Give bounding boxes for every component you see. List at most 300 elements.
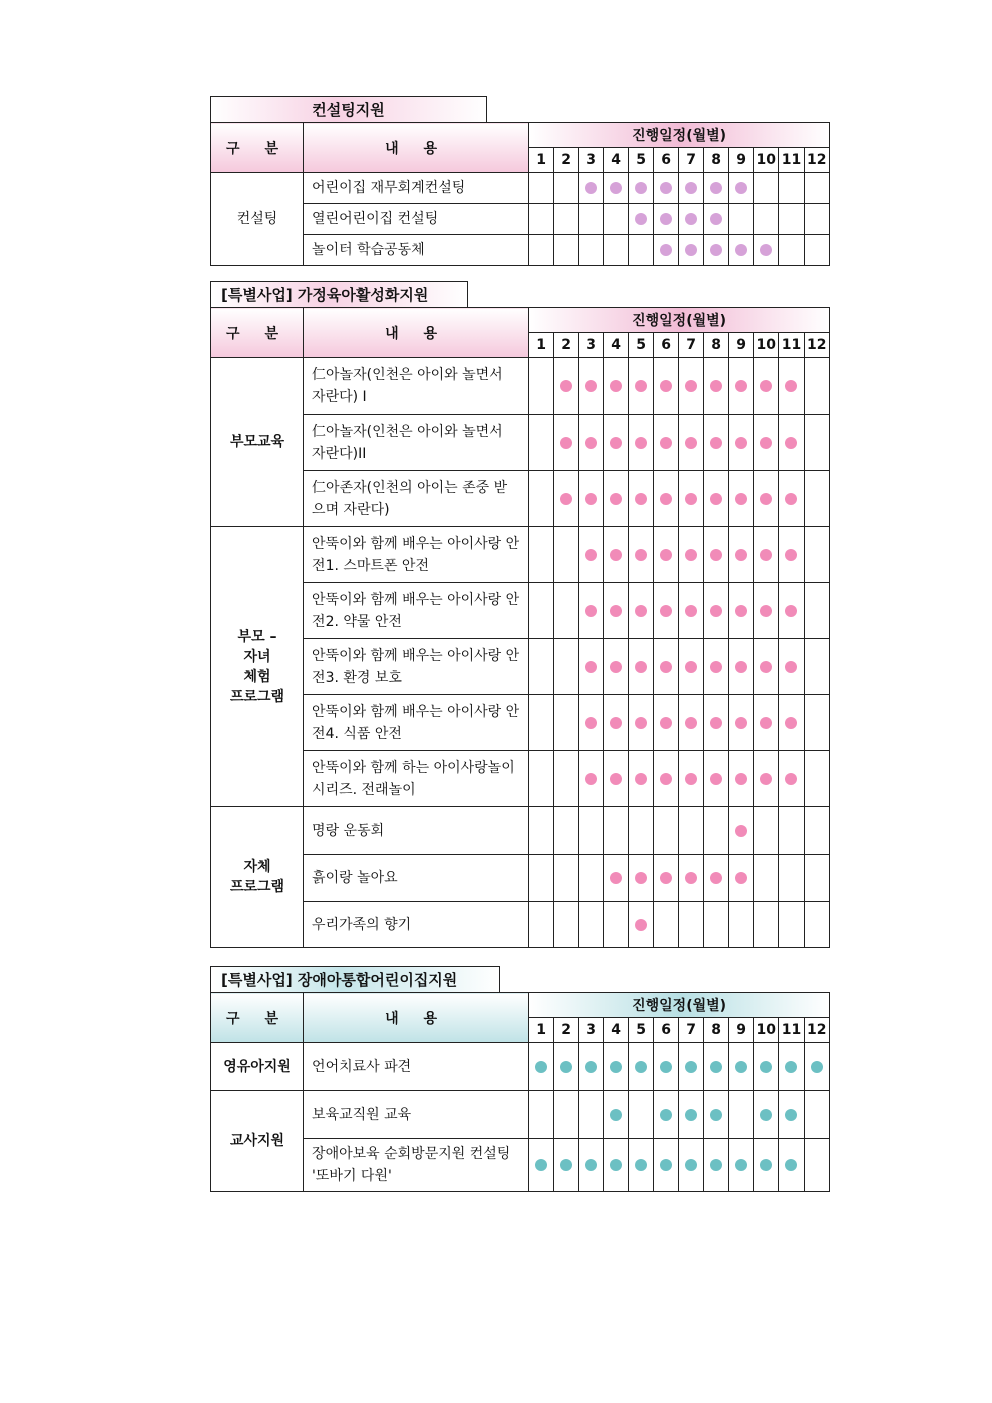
month-cell — [579, 1139, 604, 1192]
schedule-dot — [685, 182, 697, 194]
table-row — [211, 1091, 830, 1139]
schedule-dot — [535, 1061, 547, 1073]
month-cell — [779, 583, 804, 639]
schedule-dot — [660, 1061, 672, 1073]
schedule-dot — [710, 213, 722, 225]
month-cell — [604, 235, 629, 266]
month-cell — [704, 527, 729, 583]
month-cell — [604, 471, 629, 527]
month-cell — [679, 527, 704, 583]
month-cell — [604, 527, 629, 583]
schedule-dot — [560, 1159, 572, 1171]
table-row — [211, 358, 830, 415]
month-cell — [629, 415, 654, 471]
month-number: 4 — [604, 333, 629, 358]
month-cell — [754, 358, 779, 415]
schedule-dot — [710, 244, 722, 256]
month-cell — [604, 902, 629, 948]
schedule-dot — [660, 773, 672, 785]
month-cell — [629, 902, 654, 948]
section-home-parenting — [210, 281, 830, 948]
month-cell — [704, 235, 729, 266]
schedule-dot — [760, 549, 772, 561]
header-content: 내 용 — [304, 308, 529, 358]
month-cell — [779, 173, 804, 204]
month-number: 9 — [729, 1018, 754, 1043]
schedule-dot — [735, 825, 747, 837]
schedule-dot — [585, 717, 597, 729]
schedule-table — [210, 122, 830, 266]
schedule-dot — [685, 1159, 697, 1171]
month-cell — [529, 204, 554, 235]
header-schedule: 진행일정(월별) — [529, 308, 830, 333]
month-number: 6 — [654, 148, 679, 173]
month-cell — [754, 173, 779, 204]
month-cell — [679, 1091, 704, 1139]
schedule-dot — [560, 493, 572, 505]
month-cell — [679, 1043, 704, 1091]
month-cell — [654, 695, 679, 751]
month-number: 11 — [779, 333, 804, 358]
month-cell — [554, 751, 579, 807]
month-cell — [729, 204, 754, 235]
schedule-dot — [585, 605, 597, 617]
month-cell — [679, 855, 704, 902]
month-cell — [629, 807, 654, 855]
month-cell — [654, 902, 679, 948]
schedule-dot — [710, 1109, 722, 1121]
month-cell — [629, 1091, 654, 1139]
header-schedule: 진행일정(월별) — [529, 123, 830, 148]
section-title: 컨설팅지원 — [210, 96, 487, 122]
month-cell — [679, 639, 704, 695]
schedule-table — [210, 992, 830, 1192]
month-cell — [729, 358, 754, 415]
schedule-dot — [760, 1159, 772, 1171]
month-cell — [529, 358, 554, 415]
table-row — [211, 527, 830, 583]
schedule-dot — [735, 549, 747, 561]
month-cell — [604, 1043, 629, 1091]
month-cell — [754, 583, 779, 639]
schedule-dot — [735, 182, 747, 194]
month-cell — [779, 358, 804, 415]
schedule-dot — [585, 380, 597, 392]
month-cell — [729, 855, 754, 902]
month-number: 12 — [804, 1018, 829, 1043]
month-number: 7 — [679, 1018, 704, 1043]
month-cell — [729, 1139, 754, 1192]
table-row — [211, 751, 830, 807]
month-cell — [579, 358, 604, 415]
schedule-dot — [610, 549, 622, 561]
schedule-dot — [660, 661, 672, 673]
month-cell — [654, 527, 679, 583]
month-cell — [679, 358, 704, 415]
schedule-dot — [610, 1109, 622, 1121]
schedule-dot — [760, 244, 772, 256]
schedule-dot — [685, 437, 697, 449]
table-row — [211, 235, 830, 266]
month-cell — [779, 1043, 804, 1091]
content-cell: 안뚝이와 함께 배우는 아이사랑 안전2. 약물 안전 — [304, 583, 529, 639]
schedule-dot — [685, 549, 697, 561]
schedule-dot — [735, 717, 747, 729]
schedule-dot — [585, 549, 597, 561]
month-cell — [804, 204, 829, 235]
schedule-dot — [610, 661, 622, 673]
month-cell — [704, 1139, 729, 1192]
month-cell — [679, 235, 704, 266]
month-cell — [779, 751, 804, 807]
schedule-dot — [610, 1159, 622, 1171]
month-cell — [729, 583, 754, 639]
month-cell — [704, 751, 729, 807]
schedule-dot — [735, 1159, 747, 1171]
schedule-dot — [660, 380, 672, 392]
month-number: 1 — [529, 333, 554, 358]
month-cell — [779, 235, 804, 266]
schedule-dot — [585, 493, 597, 505]
month-cell — [804, 1139, 829, 1192]
month-cell — [754, 639, 779, 695]
month-number: 3 — [579, 333, 604, 358]
month-cell — [554, 583, 579, 639]
section-title: [특별사업] 가정육아활성화지원 — [210, 281, 468, 307]
month-cell — [554, 527, 579, 583]
month-number: 10 — [754, 148, 779, 173]
schedule-dot — [560, 1061, 572, 1073]
schedule-dot — [635, 182, 647, 194]
month-cell — [604, 204, 629, 235]
content-cell: 仁아놀자(인천은 아이와 놀면서 자란다) I — [304, 358, 529, 415]
table-row — [211, 639, 830, 695]
month-number: 8 — [704, 333, 729, 358]
month-number: 11 — [779, 1018, 804, 1043]
month-number: 5 — [629, 1018, 654, 1043]
month-cell — [554, 1091, 579, 1139]
schedule-dot — [710, 661, 722, 673]
month-cell — [754, 751, 779, 807]
schedule-dot — [660, 244, 672, 256]
month-cell — [579, 527, 604, 583]
schedule-dot — [585, 773, 597, 785]
month-cell — [704, 415, 729, 471]
month-cell — [579, 751, 604, 807]
schedule-dot — [760, 380, 772, 392]
table-row — [211, 204, 830, 235]
month-cell — [679, 471, 704, 527]
month-number: 1 — [529, 1018, 554, 1043]
schedule-dot — [785, 380, 797, 392]
schedule-dot — [660, 549, 672, 561]
month-cell — [654, 807, 679, 855]
month-cell — [629, 173, 654, 204]
month-cell — [754, 415, 779, 471]
schedule-dot — [635, 1061, 647, 1073]
month-cell — [554, 415, 579, 471]
month-cell — [529, 751, 554, 807]
month-cell — [804, 695, 829, 751]
month-number: 5 — [629, 148, 654, 173]
month-cell — [579, 471, 604, 527]
schedule-dot — [760, 1061, 772, 1073]
month-cell — [529, 527, 554, 583]
section-title: [특별사업] 장애아통합어린이집지원 — [210, 966, 500, 992]
category-cell: 교사지원 — [211, 1091, 304, 1192]
schedule-dot — [660, 1159, 672, 1171]
content-cell: 안뚝이와 함께 배우는 아이사랑 안전4. 식품 안전 — [304, 695, 529, 751]
table-row — [211, 1043, 830, 1091]
schedule-dot — [685, 605, 697, 617]
month-cell — [704, 1043, 729, 1091]
schedule-dot — [660, 493, 672, 505]
table-row — [211, 173, 830, 204]
schedule-dot — [710, 1159, 722, 1171]
table-row — [211, 855, 830, 902]
schedule-dot — [735, 493, 747, 505]
schedule-dot — [635, 213, 647, 225]
month-cell — [754, 902, 779, 948]
month-cell — [579, 639, 604, 695]
content-cell: 흙이랑 놀아요 — [304, 855, 529, 902]
schedule-dot — [735, 244, 747, 256]
schedule-dot — [585, 437, 597, 449]
month-number: 4 — [604, 1018, 629, 1043]
month-cell — [704, 358, 729, 415]
month-cell — [554, 855, 579, 902]
month-number: 9 — [729, 333, 754, 358]
table-row — [211, 695, 830, 751]
month-cell — [754, 204, 779, 235]
schedule-dot — [610, 773, 622, 785]
schedule-dot — [785, 1109, 797, 1121]
month-cell — [654, 415, 679, 471]
schedule-dot — [785, 661, 797, 673]
content-cell: 명랑 운동회 — [304, 807, 529, 855]
month-cell — [729, 471, 754, 527]
month-number: 11 — [779, 148, 804, 173]
month-cell — [754, 1091, 779, 1139]
month-number: 12 — [804, 148, 829, 173]
schedule-dot — [735, 773, 747, 785]
month-cell — [554, 173, 579, 204]
table-row — [211, 583, 830, 639]
month-cell — [579, 173, 604, 204]
month-cell — [729, 527, 754, 583]
schedule-dot — [610, 380, 622, 392]
month-cell — [579, 204, 604, 235]
month-cell — [729, 415, 754, 471]
month-cell — [554, 639, 579, 695]
month-number: 12 — [804, 333, 829, 358]
month-cell — [529, 1091, 554, 1139]
schedule-dot — [760, 1109, 772, 1121]
content-cell: 仁아존자(인천의 아이는 존중 받으며 자란다) — [304, 471, 529, 527]
month-cell — [754, 471, 779, 527]
month-cell — [654, 358, 679, 415]
schedule-dot — [585, 182, 597, 194]
month-cell — [779, 902, 804, 948]
month-cell — [729, 1043, 754, 1091]
content-cell: 보육교직원 교육 — [304, 1091, 529, 1139]
month-cell — [554, 695, 579, 751]
month-cell — [779, 807, 804, 855]
schedule-dot — [710, 549, 722, 561]
content-cell: 안뚝이와 함께 하는 아이사랑놀이시리즈. 전래놀이 — [304, 751, 529, 807]
month-cell — [554, 235, 579, 266]
month-cell — [629, 358, 654, 415]
schedule-dot — [710, 380, 722, 392]
month-cell — [779, 471, 804, 527]
table-row — [211, 415, 830, 471]
month-cell — [529, 1043, 554, 1091]
month-number: 3 — [579, 148, 604, 173]
table-row — [211, 902, 830, 948]
schedule-dot — [560, 380, 572, 392]
schedule-dot — [785, 493, 797, 505]
schedule-dot — [585, 1061, 597, 1073]
header-content: 내 용 — [304, 993, 529, 1043]
schedule-dot — [685, 661, 697, 673]
month-cell — [804, 855, 829, 902]
schedule-dot — [760, 437, 772, 449]
month-cell — [654, 751, 679, 807]
month-cell — [529, 902, 554, 948]
category-cell: 영유아지원 — [211, 1043, 304, 1091]
month-cell — [604, 358, 629, 415]
month-cell — [804, 527, 829, 583]
content-cell: 놀이터 학습공동체 — [304, 235, 529, 266]
schedule-dot — [735, 380, 747, 392]
schedule-dot — [760, 717, 772, 729]
schedule-dot — [785, 1159, 797, 1171]
month-cell — [704, 639, 729, 695]
month-cell — [604, 1091, 629, 1139]
month-cell — [604, 415, 629, 471]
schedule-dot — [610, 1061, 622, 1073]
schedule-dot — [710, 773, 722, 785]
month-cell — [779, 1139, 804, 1192]
schedule-dot — [610, 182, 622, 194]
schedule-dot — [660, 437, 672, 449]
month-cell — [554, 902, 579, 948]
month-cell — [579, 902, 604, 948]
month-number: 7 — [679, 148, 704, 173]
month-cell — [604, 583, 629, 639]
month-number: 10 — [754, 333, 779, 358]
month-cell — [629, 235, 654, 266]
month-cell — [554, 807, 579, 855]
category-cell: 자체 프로그램 — [211, 807, 304, 948]
month-cell — [604, 1139, 629, 1192]
month-cell — [629, 855, 654, 902]
month-cell — [679, 415, 704, 471]
schedule-dot — [710, 437, 722, 449]
month-cell — [779, 695, 804, 751]
schedule-dot — [635, 437, 647, 449]
month-cell — [629, 1139, 654, 1192]
month-cell — [679, 807, 704, 855]
month-cell — [729, 639, 754, 695]
schedule-dot — [610, 493, 622, 505]
month-number: 5 — [629, 333, 654, 358]
schedule-dot — [660, 182, 672, 194]
schedule-dot — [735, 872, 747, 884]
month-number: 2 — [554, 333, 579, 358]
section-consulting — [210, 96, 830, 266]
month-cell — [629, 204, 654, 235]
schedule-dot — [785, 437, 797, 449]
month-cell — [604, 751, 629, 807]
month-cell — [779, 527, 804, 583]
month-cell — [804, 639, 829, 695]
month-cell — [604, 173, 629, 204]
month-cell — [754, 855, 779, 902]
month-cell — [754, 1139, 779, 1192]
month-cell — [754, 1043, 779, 1091]
schedule-dot — [685, 493, 697, 505]
month-cell — [729, 751, 754, 807]
schedule-dot — [785, 549, 797, 561]
schedule-dot — [710, 872, 722, 884]
schedule-dot — [610, 437, 622, 449]
month-cell — [729, 695, 754, 751]
month-cell — [579, 855, 604, 902]
schedule-dot — [535, 1159, 547, 1171]
section-disability-integration — [210, 966, 830, 1192]
schedule-dot — [635, 1159, 647, 1171]
content-cell: 어린이집 재무회계컨설팅 — [304, 173, 529, 204]
month-cell — [804, 358, 829, 415]
schedule-dot — [660, 717, 672, 729]
month-cell — [754, 695, 779, 751]
schedule-dot — [735, 1061, 747, 1073]
schedule-dot — [610, 717, 622, 729]
schedule-dot — [785, 773, 797, 785]
month-number: 4 — [604, 148, 629, 173]
schedule-dot — [685, 717, 697, 729]
month-cell — [629, 695, 654, 751]
month-cell — [704, 1091, 729, 1139]
month-cell — [704, 204, 729, 235]
schedule-dot — [635, 717, 647, 729]
schedule-dot — [635, 493, 647, 505]
month-cell — [554, 1043, 579, 1091]
category-cell: 컨설팅 — [211, 173, 304, 266]
schedule-dot — [760, 493, 772, 505]
schedule-dot — [685, 872, 697, 884]
schedule-dot — [635, 872, 647, 884]
month-cell — [779, 415, 804, 471]
schedule-dot — [735, 661, 747, 673]
schedule-dot — [635, 919, 647, 931]
month-cell — [554, 204, 579, 235]
schedule-dot — [635, 380, 647, 392]
schedule-dot — [635, 549, 647, 561]
month-cell — [654, 1091, 679, 1139]
content-cell: 우리가족의 향기 — [304, 902, 529, 948]
month-number: 6 — [654, 1018, 679, 1043]
month-cell — [629, 527, 654, 583]
schedule-dot — [735, 605, 747, 617]
content-cell: 안뚝이와 함께 배우는 아이사랑 안전1. 스마트폰 안전 — [304, 527, 529, 583]
month-cell — [779, 1091, 804, 1139]
month-cell — [729, 1091, 754, 1139]
schedule-dot — [760, 773, 772, 785]
schedule-dot — [811, 1061, 823, 1073]
month-cell — [804, 807, 829, 855]
